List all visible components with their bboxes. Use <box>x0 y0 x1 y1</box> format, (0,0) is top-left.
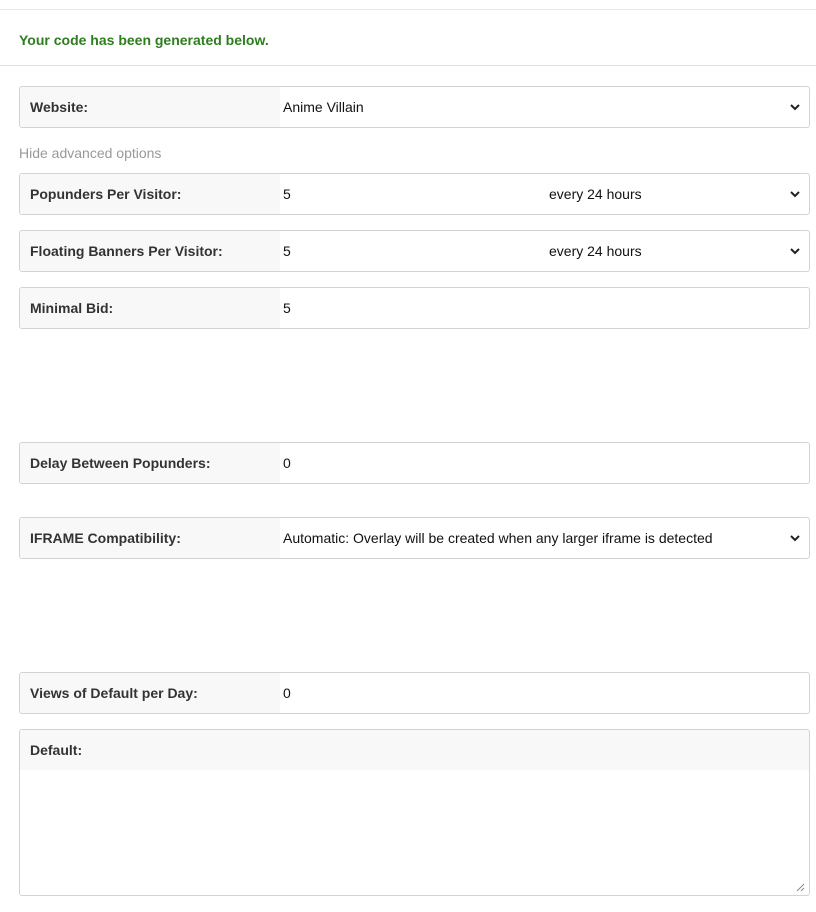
views-of-default-input[interactable]: 0 <box>283 685 291 701</box>
floating-banners-row <box>19 230 810 272</box>
website-value[interactable]: Anime Villain <box>283 99 364 115</box>
popunders-per-visitor-row <box>19 173 810 215</box>
resize-grip-icon[interactable] <box>796 883 805 892</box>
popunders-input[interactable]: 5 <box>283 186 291 202</box>
chevron-down-icon[interactable] <box>789 101 801 113</box>
header-divider <box>0 65 816 66</box>
delay-between-popunders-row <box>19 442 810 484</box>
default-textarea[interactable] <box>19 729 810 896</box>
default-label: Default: <box>20 730 809 770</box>
chevron-down-icon[interactable] <box>789 532 801 544</box>
views-of-default-row <box>19 672 810 714</box>
success-message: Your code has been generated below. <box>19 32 269 48</box>
top-divider <box>0 9 816 10</box>
popunders-label: Popunders Per Visitor: <box>20 174 280 214</box>
iframe-compatibility-label: IFRAME Compatibility: <box>20 518 280 558</box>
minimal-bid-input[interactable]: 5 <box>283 300 291 316</box>
floating-banners-label: Floating Banners Per Visitor: <box>20 231 280 271</box>
iframe-compatibility-select[interactable] <box>19 517 810 559</box>
views-of-default-label: Views of Default per Day: <box>20 673 280 713</box>
delay-label: Delay Between Popunders: <box>20 443 280 483</box>
hide-advanced-options-link[interactable]: Hide advanced options <box>19 145 162 161</box>
minimal-bid-label: Minimal Bid: <box>20 288 280 328</box>
website-label: Website: <box>20 87 280 127</box>
floating-banners-input[interactable]: 5 <box>283 243 291 259</box>
iframe-compatibility-value[interactable]: Automatic: Overlay will be created when any larger iframe is detected <box>283 530 713 546</box>
website-select[interactable] <box>19 86 810 128</box>
minimal-bid-row <box>19 287 810 329</box>
chevron-down-icon[interactable] <box>789 245 801 257</box>
floating-banners-period-select[interactable]: every 24 hours <box>549 243 642 259</box>
chevron-down-icon[interactable] <box>789 188 801 200</box>
popunders-period-select[interactable]: every 24 hours <box>549 186 642 202</box>
delay-input[interactable]: 0 <box>283 455 291 471</box>
